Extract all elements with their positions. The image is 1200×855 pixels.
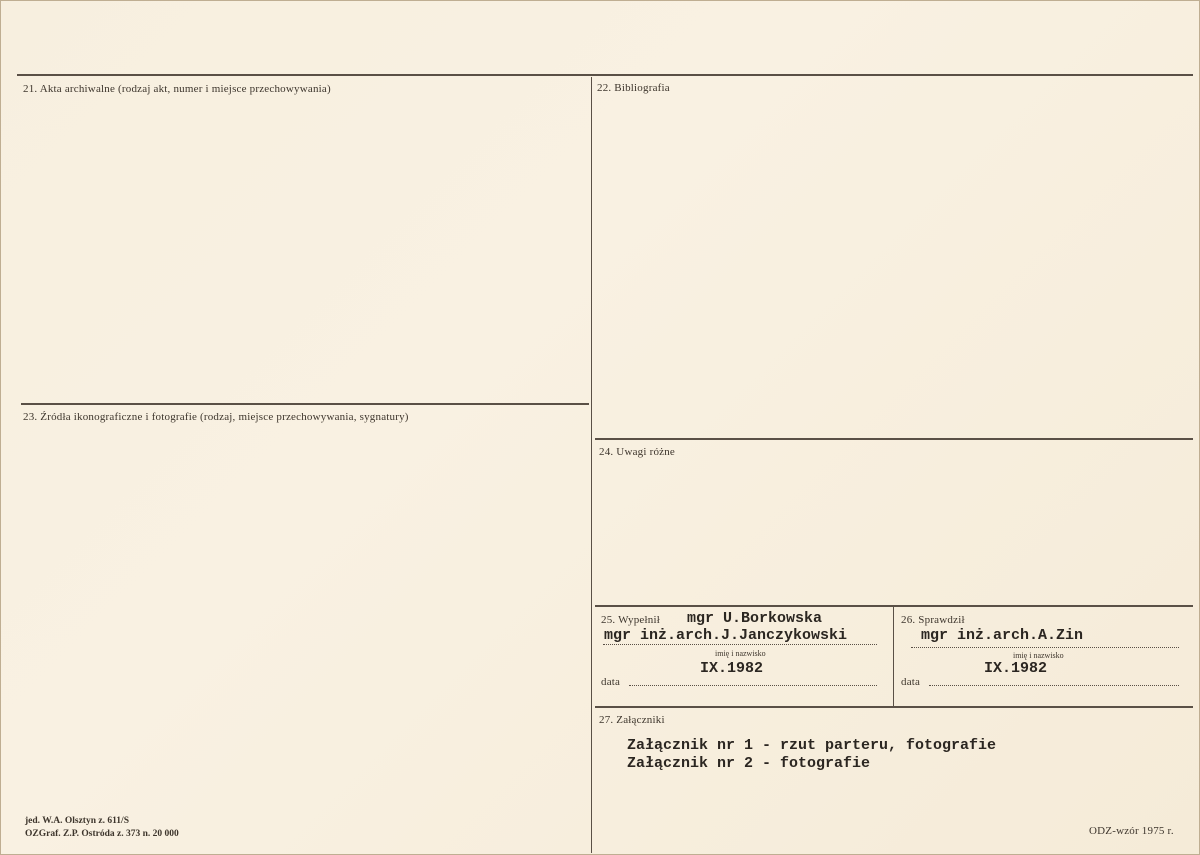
footer-line-1: jed. W.A. Olsztyn z. 611/S [25, 816, 129, 826]
checked-by-date-value: IX.1982 [984, 660, 1048, 677]
filled-by-name-2: mgr inż.arch.J.Janczykowski [604, 627, 848, 644]
filled-by-name-caption: imię i nazwisko [715, 649, 766, 658]
section-25-label: 25. Wypełnił [601, 614, 660, 626]
divider-25-26 [893, 607, 894, 707]
center-divider [591, 77, 592, 853]
left-mid-rule [21, 403, 589, 405]
section-26-label: 26. Sprawdził [901, 614, 965, 626]
top-rule [17, 74, 1193, 76]
checked-by-name-caption: imię i nazwisko [1013, 651, 1064, 660]
filled-by-date-label: data [601, 676, 621, 688]
section-27-label: 27. Załączniki [599, 714, 665, 726]
filled-by-date-line [629, 685, 877, 686]
right-rule-27 [595, 706, 1193, 708]
checked-by-name-1: mgr inż.arch.A.Zin [921, 627, 1084, 644]
checked-by-date-line [929, 685, 1179, 686]
section-22-label: 22. Bibliografia [597, 82, 670, 94]
right-rule-24 [595, 438, 1193, 440]
section-23-label: 23. Źródła ikonograficzne i fotografie (rodzaj, miejsce przechowywania, sygnatury) [23, 411, 409, 423]
section-24-label: 24. Uwagi różne [599, 446, 676, 458]
form-id: ODZ-wzór 1975 r. [1089, 825, 1174, 837]
filled-by-name-1: mgr U.Borkowska [687, 610, 823, 627]
section-21-label: 21. Akta archiwalne (rodzaj akt, numer i miejsce przechowywania) [23, 83, 331, 95]
checked-by-name-line [911, 647, 1179, 648]
filled-by-name-line [603, 644, 877, 645]
right-rule-25 [595, 605, 1193, 607]
attachment-2: Załącznik nr 2 - fotografie [627, 755, 871, 772]
filled-by-date-value: IX.1982 [700, 660, 764, 677]
checked-by-date-label: data [901, 676, 921, 688]
attachment-1: Załącznik nr 1 - rzut parteru, fotografie [627, 737, 997, 754]
footer-line-2: OZGraf. Z.P. Ostróda z. 373 n. 20 000 [25, 829, 179, 839]
